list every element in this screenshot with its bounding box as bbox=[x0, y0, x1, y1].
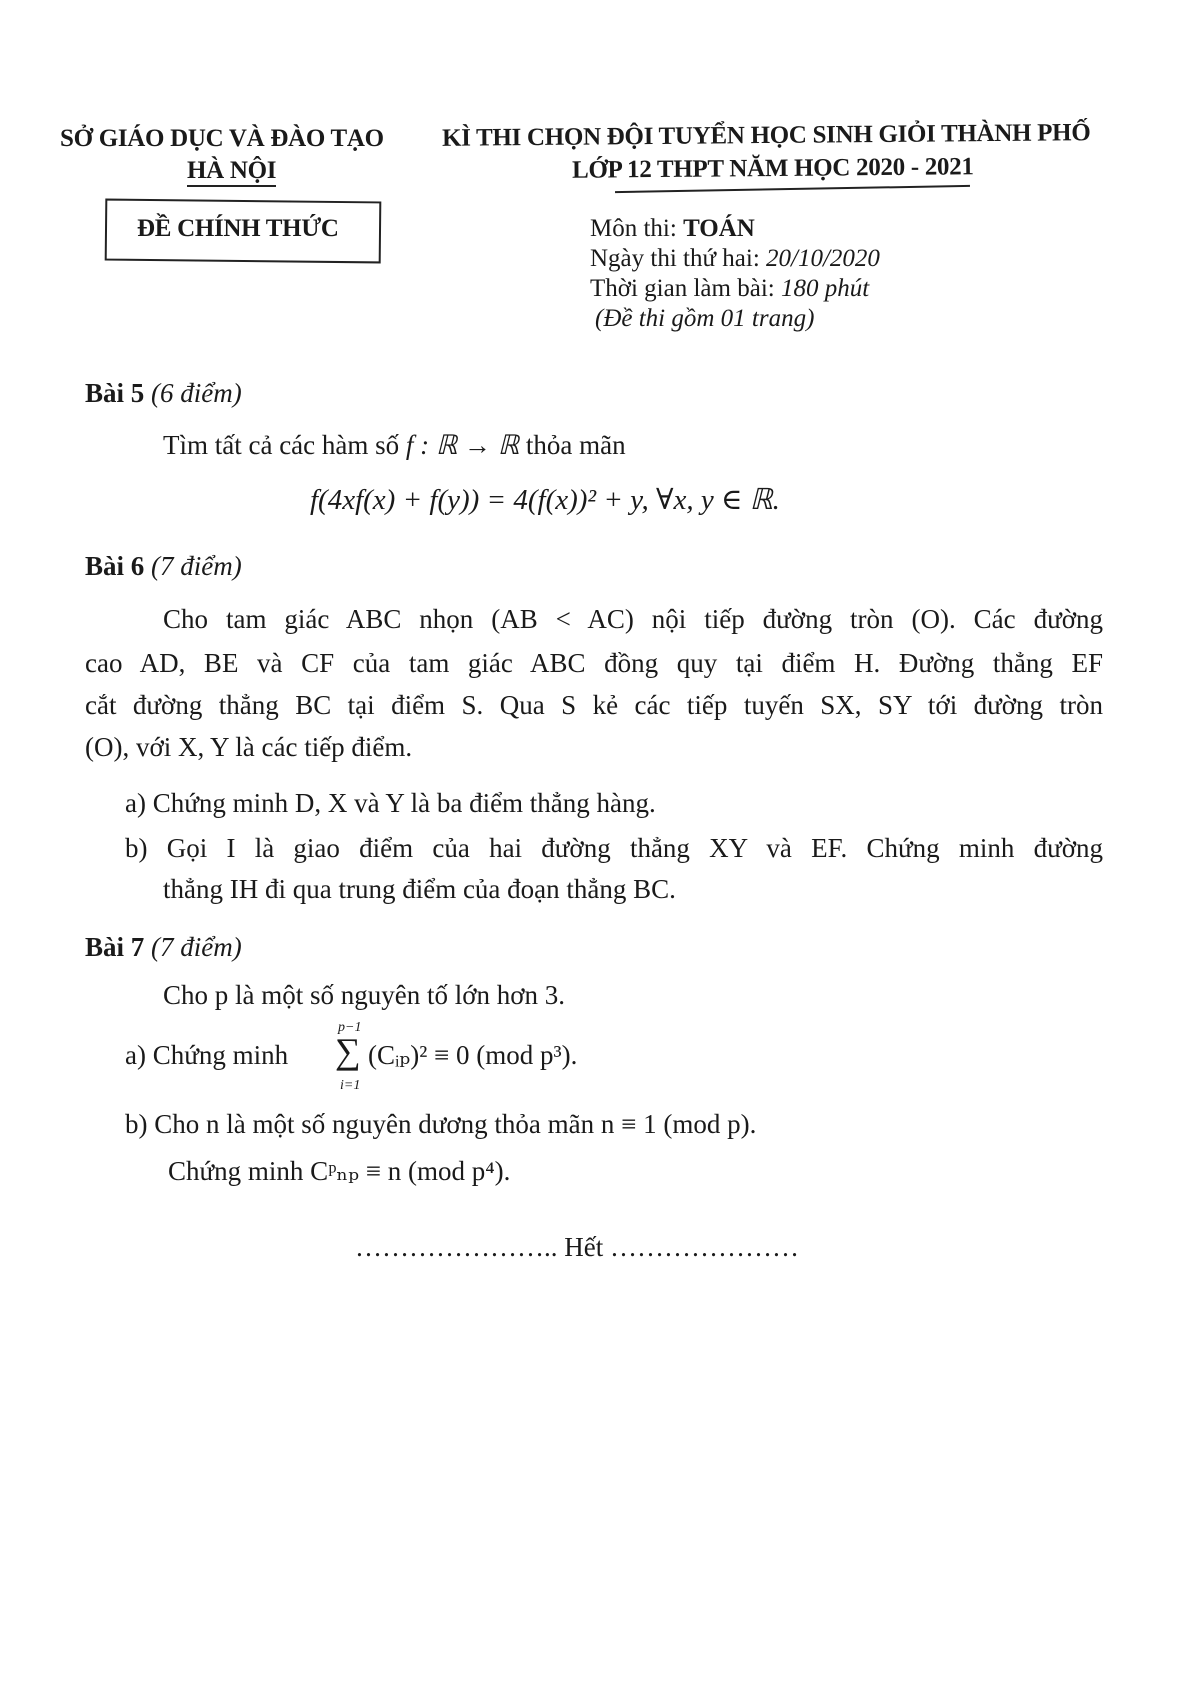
exam-title-line1: KÌ THI CHỌN ĐỘI TUYỂN HỌC SINH GIỎI THÀNH PHỐ bbox=[441, 119, 1091, 152]
problem-7-title: Bài 7 bbox=[85, 932, 145, 962]
problem-5-text-end: thỏa mãn bbox=[519, 430, 626, 460]
problem-7-part-b: b) Cho n là một số nguyên dương thỏa mãn n ≡ 1 (mod p). bbox=[125, 1109, 757, 1139]
problem-6-line: cắt đường thẳng BC tại điểm S. Qua S kẻ các tiếp tuyến SX, SY tới đường tròn bbox=[85, 690, 1103, 720]
subject-line bbox=[590, 215, 755, 243]
problem-6-heading bbox=[85, 551, 242, 582]
official-label: ĐỀ CHÍNH THỨC bbox=[137, 215, 339, 242]
problem-6-line: cao AD, BE và CF của tam giác ABC đồng quy tại điểm H. Đường thẳng EF bbox=[85, 648, 1103, 678]
date-label: Ngày thi thứ hai: bbox=[590, 245, 767, 272]
problem-7-part-a-math: (Cᵢₚ)² ≡ 0 (mod p³). bbox=[368, 1040, 578, 1070]
date-line bbox=[590, 245, 880, 273]
problem-7-part-b-cont: Chứng minh Cᵖₙₚ ≡ n (mod p⁴). bbox=[168, 1156, 511, 1186]
sum-upper-limit: p−1 bbox=[338, 1020, 362, 1035]
problem-6-part-b: b) Gọi I là giao điểm của hai đường thẳng XY và EF. Chứng minh đường bbox=[125, 833, 1103, 863]
problem-6-part-b-cont: thẳng IH đi qua trung điểm của đoạn thẳng BC. bbox=[163, 874, 676, 904]
time-line bbox=[590, 275, 869, 303]
problem-7-heading bbox=[85, 932, 242, 963]
sum-lower-limit: i=1 bbox=[340, 1078, 361, 1093]
problem-5-points: (6 điểm) bbox=[151, 378, 242, 408]
title-underline bbox=[615, 185, 970, 193]
problem-6-line: (O), với X, Y là các tiếp điểm. bbox=[85, 732, 413, 762]
problem-6-points: (7 điểm) bbox=[151, 551, 242, 581]
problem-5-math: f : ℝ → ℝ bbox=[405, 430, 520, 460]
pages-note: (Đề thi gồm 01 trang) bbox=[595, 305, 815, 332]
problem-5-statement bbox=[163, 430, 626, 461]
problem-5-equation: f(4xf(x) + f(y)) = 4(f(x))² + y, ∀x, y ∈ ℝ. bbox=[310, 484, 780, 516]
sum-symbol: ∑ bbox=[335, 1031, 361, 1071]
problem-7-points: (7 điểm) bbox=[151, 932, 242, 962]
problem-6-part-a: a) Chứng minh D, X và Y là ba điểm thẳng hàng. bbox=[125, 788, 656, 818]
problem-5-title: Bài 5 bbox=[85, 378, 145, 408]
problem-7-part-a-text: a) Chứng minh bbox=[125, 1040, 289, 1070]
department-city: HÀ NỘI bbox=[187, 157, 276, 187]
department-name: SỞ GIÁO DỤC VÀ ĐÀO TẠO bbox=[60, 125, 384, 152]
exam-title-line2: LỚP 12 THPT NĂM HỌC 2020 - 2021 bbox=[571, 153, 974, 184]
problem-6-line: Cho tam giác ABC nhọn (AB < AC) nội tiếp đường tròn (O). Các đường bbox=[163, 604, 1103, 634]
problem-5-heading bbox=[85, 378, 242, 409]
problem-5-text: Tìm tất cả các hàm số bbox=[163, 430, 406, 460]
end-mark: ………………….. Hết ………………… bbox=[355, 1232, 799, 1262]
subject-value: TOÁN bbox=[683, 215, 755, 242]
problem-7-intro: Cho p là một số nguyên tố lớn hơn 3. bbox=[163, 980, 566, 1010]
time-label: Thời gian làm bài: bbox=[590, 275, 781, 302]
time-value: 180 phút bbox=[780, 275, 870, 302]
subject-label: Môn thi: bbox=[590, 215, 684, 242]
problem-6-title: Bài 6 bbox=[85, 551, 145, 581]
date-value: 20/10/2020 bbox=[766, 245, 880, 272]
